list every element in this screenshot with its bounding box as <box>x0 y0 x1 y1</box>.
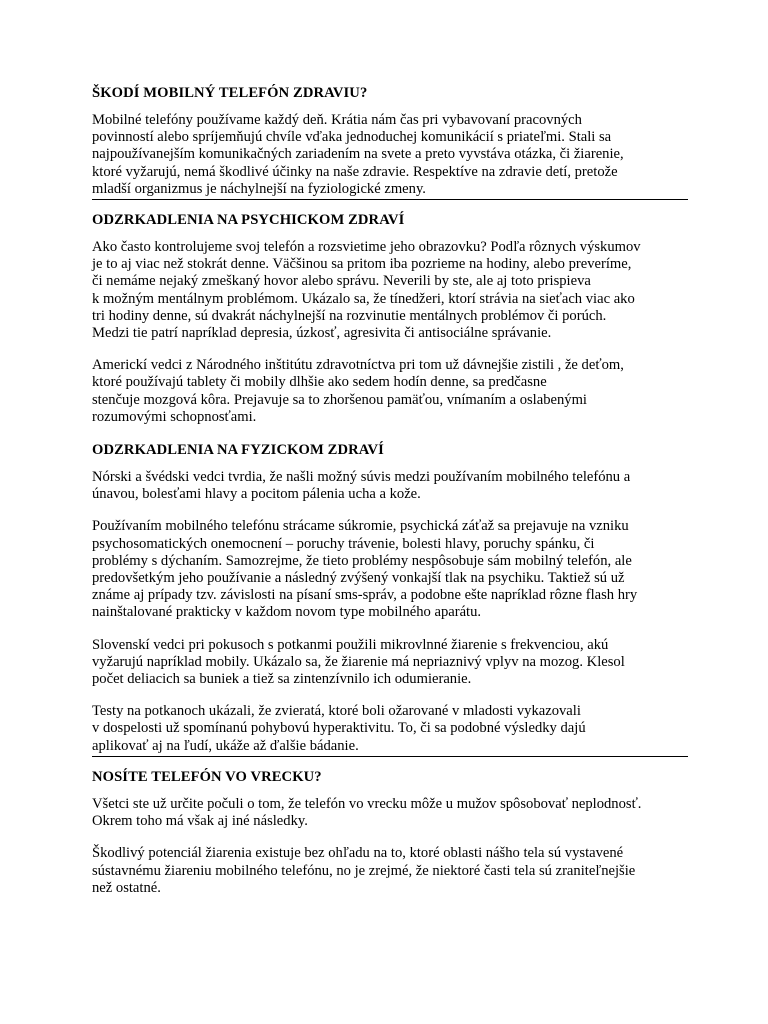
text-line: povinností alebo spríjemňujú chvíle vďaka jednoduchej komunikácií s priateľmi. Stali sa <box>92 129 612 146</box>
text-line: ktoré používajú tablety či mobily dlhšie ako sedem hodín denne, sa predčasne <box>92 374 547 391</box>
text-line: než ostatné. <box>92 879 161 896</box>
paragraph <box>92 796 682 830</box>
text-line: Používaním mobilného telefónu strácame súkromie, psychická záťaž sa prejavuje na vzniku <box>92 518 629 535</box>
text-line: tri hodiny denne, sú dvakrát náchylnejší na rozvinutie mentálnych problémov či porúch. <box>92 307 607 324</box>
text-line: k možným mentálnym problémom. Ukázalo sa, že tínedžeri, ktorí strávia na sieťach viac ako <box>92 290 635 307</box>
text-line: či nemáme nejaký zmeškaný hovor alebo správu. Neverili by ste, ale aj toto prispieva <box>92 273 591 290</box>
text-line: vyžarujú napríklad mobily. Ukázalo sa, že žiarenie má nepriaznivý vplyv na mozog. Klesol <box>92 653 625 670</box>
section-heading: NOSÍTE TELEFÓN VO VRECKU? <box>92 768 322 785</box>
paragraph <box>92 469 682 503</box>
paragraph <box>92 518 682 621</box>
text-line: v dospelosti už spomínanú pohybovú hyperaktivitu. To, či sa podobné výsledky dajú <box>92 720 586 737</box>
text-line: sústavnému žiareniu mobilného telefónu, no je zrejmé, že niektoré časti tela sú zraniteľnejšie <box>92 862 636 879</box>
text-line: počet deliacich sa buniek a tiež sa zintenzívnilo ich odumieranie. <box>92 671 472 688</box>
text-line: rozumovými schopnosťami. <box>92 408 257 425</box>
text-line: stenčuje mozgová kôra. Prejavuje sa to zhoršenou pamäťou, vnímaním a oslabenými <box>92 391 587 408</box>
document-page <box>92 84 682 912</box>
text-line: ktoré vyžarujú, nemá škodlivé účinky na naše zdravie. Respektíve na zdravie detí, pretože <box>92 163 618 180</box>
paragraph <box>92 239 682 342</box>
section-heading: ŠKODÍ MOBILNÝ TELEFÓN ZDRAVIU? <box>92 85 368 101</box>
paragraph <box>92 637 682 689</box>
text-line: Slovenskí vedci pri pokusoch s potkanmi použili mikrovlnné žiarenie s frekvenciou, akú <box>92 636 609 653</box>
text-line: Okrem toho má však aj iné následky. <box>92 813 308 830</box>
paragraph <box>92 112 682 198</box>
text-line: Testy na potkanoch ukázali, že zvieratá, ktoré boli ožarované v mladosti vykazovali <box>92 703 581 720</box>
text-line: Nórski a švédski vedci tvrdia, že našli možný súvis medzi používaním mobilného telefónu a <box>92 469 631 486</box>
text-line: známe aj prípady tzv. závislosti na písaní sms-správ, a podobne ešte napríklad rôzne flash hry <box>92 587 638 604</box>
text-line: mladší organizmus je náchylnejší na fyziologické zmeny. <box>92 180 426 197</box>
section-divider <box>92 199 688 200</box>
text-line: aplikovať aj na ľudí, ukáže až ďalšie bádanie. <box>92 737 359 754</box>
text-line: nainštalované prakticky v každom novom type mobilného aparátu. <box>92 604 482 621</box>
text-line: najpoužívanejším komunikačných zariadením na svete a preto vyvstáva otázka, či žiarenie, <box>92 146 624 163</box>
text-line: problémy s dýchaním. Samozrejme, že tieto problémy nespôsobuje sám mobilný telefón, ale <box>92 552 632 569</box>
text-line: psychosomatických onemocnení – poruchy trávenie, bolesti hlavy, poruchy spánku, či <box>92 535 595 552</box>
text-line: Americkí vedci z Národného inštitútu zdravotníctva pri tom už dávnejšie zistili , že deťom, <box>92 357 624 374</box>
paragraph <box>92 703 682 755</box>
paragraph <box>92 357 682 426</box>
text-line: Škodlivý potenciál žiarenia existuje bez ohľadu na to, ktoré oblasti nášho tela sú vystavené <box>92 845 624 862</box>
text-line: je to aj viac než stokrát denne. Väčšinou sa pritom iba pozrieme na hodiny, alebo preveríme, <box>92 256 632 273</box>
section-heading: ODZRKADLENIA NA PSYCHICKOM ZDRAVÍ <box>92 212 405 229</box>
text-line: Mobilné telefóny používame každý deň. Krátia nám čas pri vybavovaní pracovných <box>92 112 582 128</box>
text-line: Všetci ste už určite počuli o tom, že telefón vo vrecku môže u mužov spôsobovať neplodnosť. <box>92 795 642 812</box>
text-line: Ako často kontrolujeme svoj telefón a rozsvietime jeho obrazovku? Podľa rôznych výskumov <box>92 239 641 256</box>
text-line: Medzi tie patrí napríklad depresia, úzkosť, agresivita či antisociálne správanie. <box>92 325 552 342</box>
text-line: predovšetkým jeho používanie a následný zvýšený vonkajší tlak na psychiku. Taktiež sú už <box>92 570 625 587</box>
section-heading: ODZRKADLENIA NA FYZICKOM ZDRAVÍ <box>92 442 384 459</box>
text-line: únavou, bolesťami hlavy a pocitom pálenia ucha a kože. <box>92 486 421 503</box>
section-divider <box>92 756 688 757</box>
paragraph <box>92 845 682 897</box>
